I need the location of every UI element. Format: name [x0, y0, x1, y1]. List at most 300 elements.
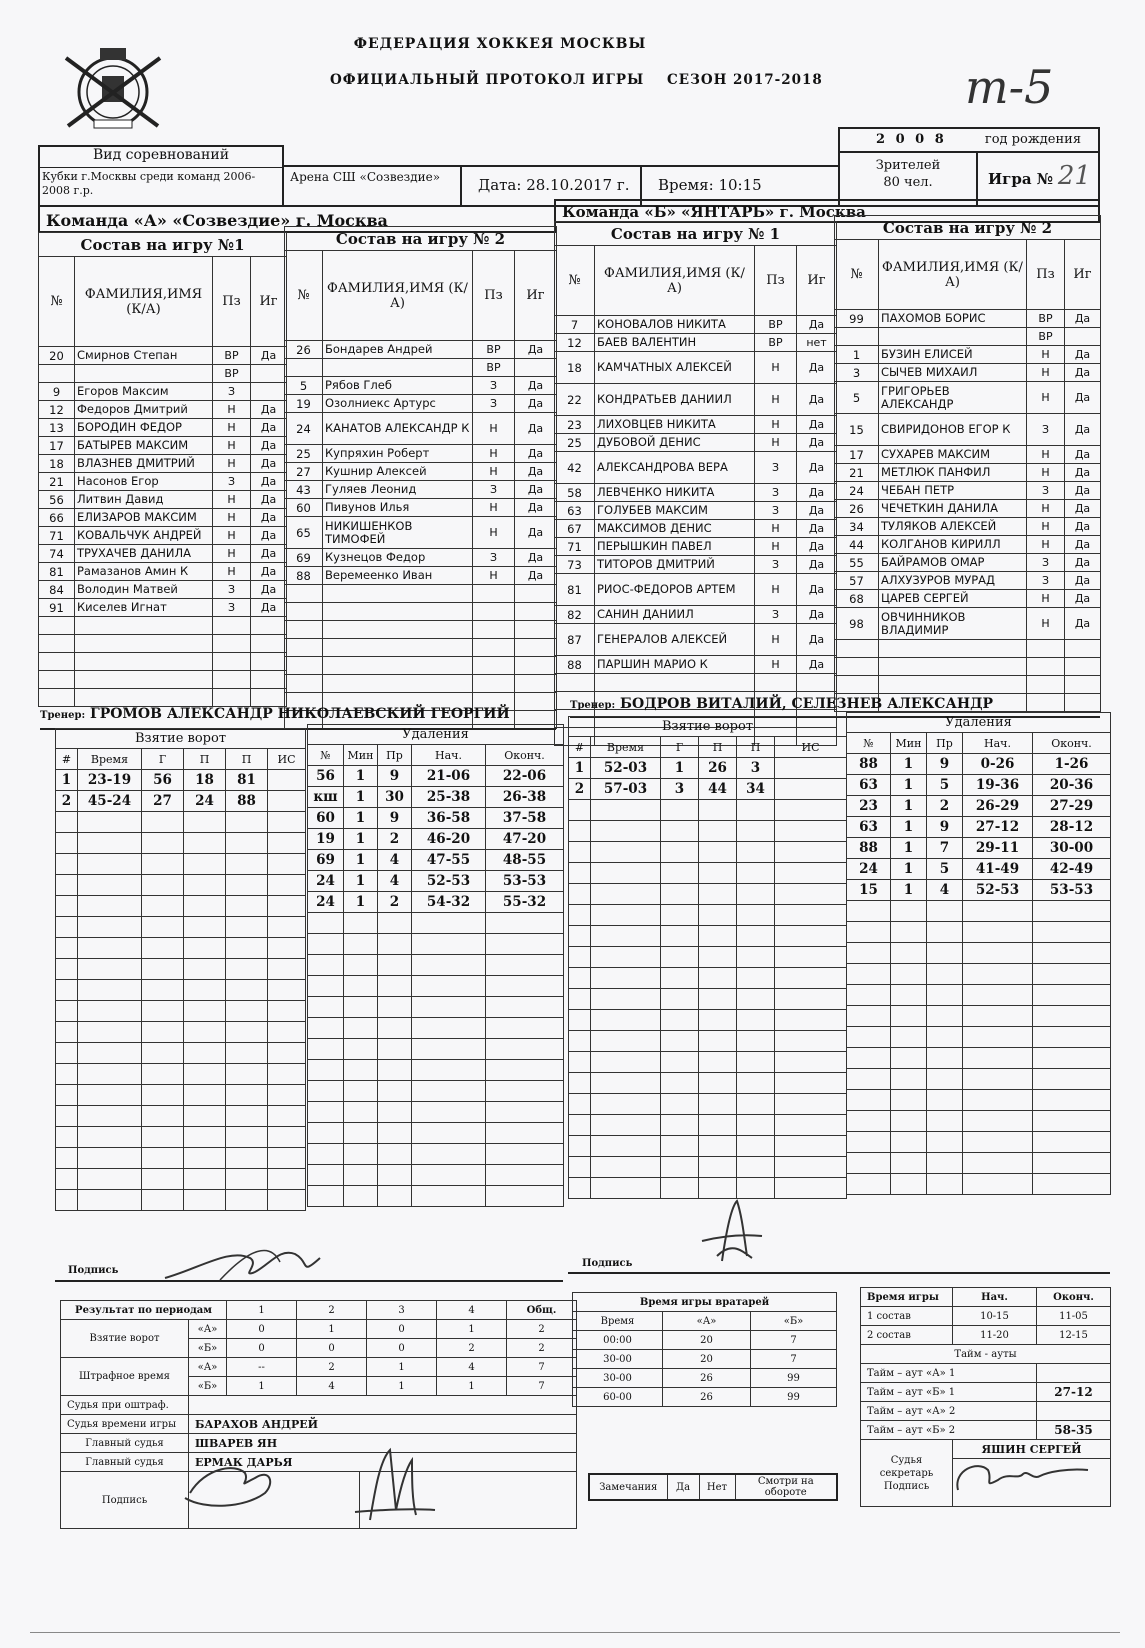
player-name	[323, 621, 473, 639]
player-played: Да	[797, 520, 837, 538]
table-cell	[78, 917, 142, 938]
roster-row	[555, 674, 837, 692]
player-position	[473, 621, 515, 639]
referee-signature-2	[350, 1440, 440, 1530]
goalies-col: «А»	[663, 1312, 751, 1331]
table-cell	[486, 913, 564, 934]
table-cell	[591, 926, 661, 947]
player-played: Да	[797, 434, 837, 452]
table-cell: 45-24	[78, 791, 142, 812]
table-cell	[308, 1186, 344, 1207]
table-row	[56, 980, 306, 1001]
table-cell	[891, 1132, 927, 1153]
table-row	[308, 955, 564, 976]
team-b-penalties	[846, 712, 1111, 1195]
coach-label: Тренер:	[570, 700, 616, 711]
table-cell	[737, 884, 775, 905]
table-cell: 1	[344, 850, 378, 871]
table-cell	[268, 1043, 306, 1064]
table-row	[569, 800, 847, 821]
table-cell	[268, 833, 306, 854]
table-cell	[1033, 985, 1111, 1006]
referee1: ШВАРЕВ ЯН	[189, 1434, 577, 1453]
column-header: №	[308, 745, 344, 766]
table-cell	[569, 905, 591, 926]
roster-row	[285, 341, 557, 359]
table-row	[56, 1127, 306, 1148]
table-cell	[184, 1064, 226, 1085]
player-position: Н	[473, 413, 515, 445]
table-row	[56, 1085, 306, 1106]
player-position: ВР	[755, 316, 797, 334]
player-number: 18	[555, 352, 595, 384]
player-number	[285, 359, 323, 377]
table-cell	[412, 976, 486, 997]
player-played: Да	[1065, 518, 1101, 536]
table-cell: 4	[927, 880, 963, 901]
table-cell	[308, 1165, 344, 1186]
table-cell	[378, 955, 412, 976]
player-played: Да	[1065, 310, 1101, 328]
table-cell	[142, 1043, 184, 1064]
table-cell	[344, 1060, 378, 1081]
player-name: БОРОДИН ФЕДОР	[75, 419, 213, 437]
player-position: З	[213, 599, 251, 617]
player-name	[75, 635, 213, 653]
table-cell	[847, 964, 891, 985]
player-position	[1027, 658, 1065, 676]
roster-row	[835, 364, 1101, 382]
roster-row	[835, 482, 1101, 500]
table-cell	[699, 1010, 737, 1031]
player-name: КАМЧАТНЫХ АЛЕКСЕЙ	[595, 352, 755, 384]
table-cell: 2	[927, 796, 963, 817]
table-cell	[486, 997, 564, 1018]
roster-row	[39, 653, 287, 671]
table-cell: 00:00	[573, 1331, 663, 1350]
table-cell	[268, 1127, 306, 1148]
goals-caption: Взятие ворот	[569, 717, 847, 737]
table-cell	[569, 1178, 591, 1199]
timeouts-caption: Тайм - ауты	[861, 1345, 1111, 1364]
team-b-signature	[692, 1196, 772, 1266]
team-a-label: «А»	[189, 1358, 227, 1377]
table-cell	[1033, 922, 1111, 943]
player-name: Веремеенко Иван	[323, 567, 473, 585]
team-b-goals	[568, 716, 847, 1199]
table-row	[847, 754, 1111, 775]
table-cell	[184, 833, 226, 854]
player-name: ЛЕВЧЕНКО НИКИТА	[595, 484, 755, 502]
player-played	[515, 657, 557, 675]
table-cell	[412, 1144, 486, 1165]
table-row	[569, 1010, 847, 1031]
table-cell	[226, 1169, 268, 1190]
secretary-name: ЯШИН СЕРГЕЙ	[953, 1440, 1111, 1459]
table-cell	[486, 1018, 564, 1039]
goals-row-label: Взятие ворот	[61, 1320, 189, 1358]
table-cell	[184, 812, 226, 833]
table-cell	[963, 943, 1033, 964]
table-cell	[344, 1018, 378, 1039]
table-row	[308, 1165, 564, 1186]
table-cell	[661, 1073, 699, 1094]
table-cell	[591, 800, 661, 821]
player-name: КАНАТОВ АЛЕКСАНДР К	[323, 413, 473, 445]
table-cell: 1-26	[1033, 754, 1111, 775]
player-played	[515, 359, 557, 377]
col-position: Пз	[1027, 240, 1065, 310]
table-cell	[268, 791, 306, 812]
table-cell	[268, 980, 306, 1001]
table-cell	[184, 1148, 226, 1169]
table-cell: 23	[847, 796, 891, 817]
coach-label: Тренер:	[40, 710, 86, 721]
table-cell	[268, 1022, 306, 1043]
table-cell	[569, 1157, 591, 1178]
player-position: Н	[1027, 590, 1065, 608]
player-number: 81	[555, 574, 595, 606]
table-cell	[142, 1127, 184, 1148]
player-number: 73	[555, 556, 595, 574]
table-cell	[268, 875, 306, 896]
player-number: 23	[555, 416, 595, 434]
table-cell	[378, 1060, 412, 1081]
table-cell	[591, 1094, 661, 1115]
team-b-title: Команда «Б» «ЯНТАРЬ» г. Москва	[554, 199, 1100, 223]
table-cell	[927, 1174, 963, 1195]
table-cell	[963, 1090, 1033, 1111]
player-number: 5	[835, 382, 879, 414]
game-time-cell: 11-05	[1037, 1307, 1111, 1326]
player-number: 98	[835, 608, 879, 640]
player-position: З	[755, 452, 797, 484]
table-cell	[591, 989, 661, 1010]
table-cell	[1033, 1153, 1111, 1174]
table-cell	[661, 1031, 699, 1052]
col-played: Иг	[251, 257, 287, 347]
player-name: Рамазанов Амин К	[75, 563, 213, 581]
table-cell	[963, 1069, 1033, 1090]
player-position: Н	[213, 527, 251, 545]
player-played	[251, 689, 287, 707]
player-number: 74	[39, 545, 75, 563]
table-cell	[927, 1048, 963, 1069]
table-cell	[891, 943, 927, 964]
col-position: Пз	[213, 257, 251, 347]
player-played: Да	[515, 445, 557, 463]
table-cell	[1033, 1174, 1111, 1195]
table-cell: 26	[663, 1388, 751, 1407]
time-judge-label: Судья времени игры	[61, 1415, 189, 1434]
table-cell: 1	[891, 859, 927, 880]
player-name: АЛХУЗУРОВ МУРАД	[879, 572, 1027, 590]
table-cell	[142, 1064, 184, 1085]
remarks-yes[interactable]: Да	[667, 1474, 699, 1500]
table-cell	[891, 1069, 927, 1090]
table-cell: 54-32	[412, 892, 486, 913]
player-number: 99	[835, 310, 879, 328]
roster-row	[39, 527, 287, 545]
table-cell	[775, 989, 847, 1010]
table-cell: 42-49	[1033, 859, 1111, 880]
table-cell: 60	[308, 808, 344, 829]
column-header: Время	[78, 749, 142, 770]
player-name: Егоров Максим	[75, 383, 213, 401]
table-cell	[378, 1123, 412, 1144]
table-cell	[847, 1027, 891, 1048]
player-played: Да	[515, 517, 557, 549]
table-cell	[226, 1106, 268, 1127]
game-label: Игра №	[988, 170, 1054, 188]
table-cell	[142, 896, 184, 917]
period-cell: 2	[297, 1358, 367, 1377]
table-cell	[891, 1006, 927, 1027]
roster-row	[285, 621, 557, 639]
table-cell: 81	[226, 770, 268, 791]
table-cell	[184, 875, 226, 896]
table-cell	[184, 1127, 226, 1148]
table-cell	[699, 863, 737, 884]
lineup-caption: Состав на игру №1	[39, 233, 287, 257]
referee2: ЕРМАК ДАРЬЯ	[189, 1453, 577, 1472]
table-cell	[226, 1127, 268, 1148]
spectators-value: 80 чел.	[883, 175, 933, 190]
table-cell	[891, 1027, 927, 1048]
roster-row	[285, 639, 557, 657]
table-cell	[344, 997, 378, 1018]
player-position: З	[1027, 414, 1065, 446]
table-cell	[308, 913, 344, 934]
player-played: Да	[251, 455, 287, 473]
table-cell	[775, 800, 847, 821]
table-cell	[78, 812, 142, 833]
table-row	[573, 1388, 837, 1407]
table-cell	[486, 1165, 564, 1186]
table-cell	[378, 1165, 412, 1186]
player-number	[835, 640, 879, 658]
table-cell	[308, 1144, 344, 1165]
table-cell	[308, 955, 344, 976]
table-cell	[184, 959, 226, 980]
player-number	[39, 671, 75, 689]
table-cell: 36-58	[412, 808, 486, 829]
table-cell	[591, 842, 661, 863]
table-cell	[963, 985, 1033, 1006]
table-cell: 26	[663, 1369, 751, 1388]
player-name: Кузнецов Федор	[323, 549, 473, 567]
period-cell: 1	[367, 1358, 437, 1377]
table-cell	[927, 1111, 963, 1132]
player-name: ПАРШИН МАРИО К	[595, 656, 755, 674]
table-cell	[661, 905, 699, 926]
player-played	[1065, 676, 1101, 694]
roster-row	[835, 572, 1101, 590]
player-number	[835, 658, 879, 676]
table-cell: 52-53	[963, 880, 1033, 901]
table-cell	[569, 800, 591, 821]
player-number: 1	[835, 346, 879, 364]
table-cell	[184, 1169, 226, 1190]
table-cell: 7	[751, 1350, 837, 1369]
table-row	[569, 1157, 847, 1178]
table-row	[308, 997, 564, 1018]
table-cell	[775, 1178, 847, 1199]
table-cell: 44	[699, 779, 737, 800]
table-cell	[486, 1060, 564, 1081]
table-cell: 2	[378, 829, 412, 850]
player-played: Да	[515, 567, 557, 585]
table-cell	[142, 1022, 184, 1043]
player-name: МЕТЛЮК ПАНФИЛ	[879, 464, 1027, 482]
table-cell: 0-26	[963, 754, 1033, 775]
player-played: Да	[797, 484, 837, 502]
table-cell	[963, 1132, 1033, 1153]
table-cell	[699, 842, 737, 863]
protocol-title	[330, 72, 823, 88]
player-number	[285, 639, 323, 657]
player-number: 60	[285, 499, 323, 517]
roster-row	[835, 658, 1101, 676]
table-cell	[56, 1064, 78, 1085]
column-header: Оконч.	[486, 745, 564, 766]
table-cell	[699, 1031, 737, 1052]
table-row	[308, 976, 564, 997]
table-cell	[569, 821, 591, 842]
player-played: Да	[515, 463, 557, 481]
table-cell	[56, 1190, 78, 1211]
table-cell	[226, 875, 268, 896]
birth-year-box	[838, 127, 1100, 153]
table-row	[56, 854, 306, 875]
table-row	[847, 964, 1111, 985]
table-cell	[737, 1115, 775, 1136]
table-cell	[847, 985, 891, 1006]
table-cell	[78, 854, 142, 875]
table-cell: 20	[663, 1350, 751, 1369]
player-name	[879, 676, 1027, 694]
player-played: Да	[1065, 364, 1101, 382]
player-played: Да	[251, 599, 287, 617]
player-position: Н	[755, 656, 797, 674]
table-cell	[661, 926, 699, 947]
player-played	[515, 621, 557, 639]
table-cell	[78, 1022, 142, 1043]
coach-names: ГРОМОВ АЛЕКСАНДР НИКОЛАЕВСКИЙ ГЕОРГИЙ	[90, 706, 510, 722]
player-played: Да	[515, 395, 557, 413]
player-position: Н	[755, 352, 797, 384]
game-time-cell: 10-15	[953, 1307, 1037, 1326]
table-cell	[661, 1115, 699, 1136]
table-cell	[344, 1165, 378, 1186]
player-name	[323, 657, 473, 675]
table-cell	[927, 1069, 963, 1090]
table-row	[308, 1081, 564, 1102]
col-name: ФАМИЛИЯ,ИМЯ (К/А)	[323, 251, 473, 341]
player-position: Н	[755, 538, 797, 556]
roster-row	[555, 434, 837, 452]
player-number: 7	[555, 316, 595, 334]
player-name: ДУБОВОЙ ДЕНИС	[595, 434, 755, 452]
player-played: Да	[251, 437, 287, 455]
player-played: Да	[1065, 500, 1101, 518]
table-cell: 30-00	[1033, 838, 1111, 859]
table-cell	[226, 1148, 268, 1169]
period-cell: 0	[227, 1320, 297, 1339]
table-cell	[569, 842, 591, 863]
roster-row	[835, 346, 1101, 364]
table-row	[847, 775, 1111, 796]
player-position: Н	[1027, 536, 1065, 554]
table-cell	[184, 1085, 226, 1106]
table-cell	[927, 922, 963, 943]
player-name: Гуляев Леонид	[323, 481, 473, 499]
table-row	[569, 863, 847, 884]
table-cell	[963, 1048, 1033, 1069]
player-played: Да	[251, 491, 287, 509]
referee2-label: Главный судья	[61, 1453, 189, 1472]
table-row	[847, 1153, 1111, 1174]
table-cell: 5	[927, 859, 963, 880]
roster-row	[39, 581, 287, 599]
table-cell: 41-49	[963, 859, 1033, 880]
table-cell	[412, 934, 486, 955]
table-cell	[378, 997, 412, 1018]
table-cell	[56, 959, 78, 980]
table-cell	[891, 922, 927, 943]
table-cell	[378, 1081, 412, 1102]
table-cell	[142, 854, 184, 875]
table-cell: 22-06	[486, 766, 564, 787]
player-played	[515, 639, 557, 657]
table-cell	[891, 901, 927, 922]
player-played: Да	[515, 549, 557, 567]
player-name: БАЕВ ВАЛЕНТИН	[595, 334, 755, 352]
penalties-caption: Удаления	[847, 713, 1111, 733]
table-cell	[847, 1174, 891, 1195]
column-header: Оконч.	[1033, 733, 1111, 754]
player-number	[835, 676, 879, 694]
table-cell: 4	[378, 850, 412, 871]
period-cell: 1	[437, 1377, 507, 1396]
col-number: №	[555, 246, 595, 316]
player-position: Н	[755, 624, 797, 656]
table-row	[56, 1148, 306, 1169]
table-cell: 1	[344, 892, 378, 913]
bottom-rule	[30, 1632, 1120, 1633]
table-cell	[184, 938, 226, 959]
table-cell	[569, 1052, 591, 1073]
table-cell	[699, 821, 737, 842]
player-name: Смирнов Степан	[75, 347, 213, 365]
table-cell	[184, 917, 226, 938]
remarks-no[interactable]: Нет	[699, 1474, 735, 1500]
period-cell: 4	[437, 1358, 507, 1377]
player-position: З	[213, 473, 251, 491]
roster-row	[285, 359, 557, 377]
table-cell	[344, 1039, 378, 1060]
table-cell	[927, 1132, 963, 1153]
table-cell: 99	[751, 1369, 837, 1388]
table-cell: кш	[308, 787, 344, 808]
column-header: Мин	[891, 733, 927, 754]
penalty-judge	[189, 1396, 577, 1415]
table-cell: 2	[378, 892, 412, 913]
table-cell	[737, 821, 775, 842]
table-cell	[737, 947, 775, 968]
table-row	[847, 943, 1111, 964]
game-time-caption: Время игры	[861, 1288, 953, 1307]
